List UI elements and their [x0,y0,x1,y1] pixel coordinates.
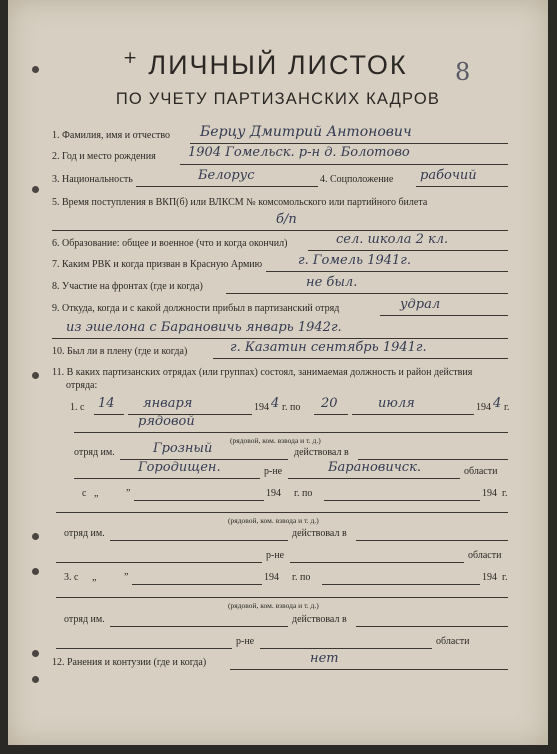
e3-region-line [260,648,432,649]
e2-to-line [324,500,480,501]
e1-position-hint: (рядовой, ком. взвода и т. д.) [230,436,321,445]
q9-line-2 [52,338,508,339]
e3-num: 3. с [64,572,79,583]
q9-line-1 [380,315,508,316]
binder-hole [32,676,39,683]
e1-to-day-line [314,414,348,415]
q7-label: 7. Каким РВК и когда призван в Красную Армию [52,259,263,270]
q4-line [416,186,508,187]
e2-position-line [56,512,508,513]
q6-label: 6. Образование: общее и военное (что и когда окончил) [52,238,288,249]
document-subtitle: ПО УЧЕТУ ПАРТИЗАНСКИХ КАДРОВ [115,90,441,108]
e1-po-label: г. по [282,402,301,413]
e1-region-line [288,478,460,479]
e2-region-line [290,562,464,563]
e1-region: Барановичск. [328,460,421,475]
plus-mark: + [123,48,138,68]
e3-g-label: г. [502,572,508,583]
e3-quote-close: ” [124,572,129,583]
e1-to-year-hw: 4 [493,396,502,411]
e2-year-label: 194 [266,488,281,499]
e3-to-year-label: 194 [482,572,497,583]
q10-label: 10. Был ли в плену (где и когда) [52,346,188,357]
q12-label: 12. Ранения и контузии (где и когда) [52,657,207,668]
e3-detachment-label: отряд им. [64,614,105,625]
e1-to-year-label: 194 [476,402,491,413]
e3-district-line [56,648,232,649]
e2-acted-in-label: действовал в [292,528,347,539]
q8-line [226,293,508,294]
e1-detachment-label: отряд им. [74,447,115,458]
binder-hole [32,568,39,575]
binder-hole [32,533,39,540]
q3-value: Белорус [198,168,255,183]
e2-detachment-line [110,540,288,541]
e3-region-label: области [436,636,470,647]
q5-line [52,230,508,231]
document-title: ЛИЧНЫЙ ЛИСТОК [148,50,408,80]
e2-num: с [82,488,87,499]
e1-from-day-line [94,414,124,415]
sheet-number: 8 [455,58,471,86]
e2-region-label: области [468,550,502,561]
e2-quote-open: „ [94,488,99,499]
e3-district-label: р-не [236,636,255,647]
q9-label: 9. Откуда, когда и с какой должности прибыл в партизанский отряд [52,303,340,314]
e3-to-line [322,584,480,585]
e2-to-year-label: 194 [482,488,497,499]
e1-from-day: 14 [98,396,115,411]
e2-from-line [134,500,264,501]
e3-year-label: 194 [264,572,279,583]
q12-value: нет [310,651,339,666]
e1-district-label: р-не [264,466,283,477]
e1-from-month: января [143,396,193,411]
e2-acted-in-line [356,540,508,541]
q10-value: г. Казатин сентябрь 1941г. [230,340,427,355]
q1-line [190,143,508,144]
q5-label: 5. Время поступления в ВКП(б) или ВЛКСМ № комсомольского или партийного билета [52,197,428,208]
e3-from-line [132,584,262,585]
e3-po-label: г. по [292,572,311,583]
e3-acted-in-label: действовал в [292,614,347,625]
q2-label: 2. Год и место рождения [52,151,156,162]
q2-value: 1904 Гомельск. р-н д. Болотово [188,145,410,160]
e2-g-label: г. [502,488,508,499]
e2-district-line [56,562,262,563]
q4-value: рабочий [420,168,477,183]
personal-sheet-document [8,0,548,745]
e1-to-month-line [352,414,474,415]
q12-line [230,669,508,670]
q5-value: б/п [276,212,297,227]
q11-label-line2: отряда: [66,380,98,391]
e1-detachment: Грозный [153,441,213,456]
q2-line [180,164,508,165]
q4-label: 4. Соцположение [320,174,394,185]
q3-label: 3. Национальность [52,174,133,185]
e1-district-line [74,478,260,479]
q1-label: 1. Фамилия, имя и отчество [52,130,171,141]
e2-quote-close: ” [126,488,131,499]
e3-quote-open: „ [92,572,97,583]
e2-detachment-label: отряд им. [64,528,105,539]
binder-hole [32,186,39,193]
e1-position: рядовой [138,414,195,429]
q10-line [213,358,508,359]
e1-region-label: области [464,466,498,477]
q6-value: сел. школа 2 кл. [336,232,449,247]
e1-position-line [74,432,508,433]
q9-value-line1: удрал [400,297,441,312]
q8-label: 8. Участие на фронтах (где и когда) [52,281,203,292]
q7-line [266,271,508,272]
e3-detachment-line [110,626,288,627]
q9-value-line2: из эшелона с Барановичь январь 1942г. [66,320,342,335]
e3-position-line [56,597,508,598]
e3-position-hint: (рядовой, ком. взвода и т. д.) [228,601,319,610]
e1-to-month: июля [378,396,415,411]
e1-from-year-hw: 4 [271,396,280,411]
e1-g-label: г. [504,402,510,413]
q11-label-line1: 11. В каких партизанских отрядах (или группах) состоял, занимаемая должность и район действия [52,367,473,378]
e1-to-day: 20 [321,396,338,411]
binder-hole [32,372,39,379]
e2-district-label: р-не [266,550,285,561]
e1-acted-in-label: действовал в [294,447,349,458]
e3-acted-in-line [356,626,508,627]
q6-line [308,250,508,251]
binder-hole [32,650,39,657]
e1-num: 1. с [70,402,85,413]
e1-district: Городищен. [138,460,221,475]
e1-from-year-label: 194 [254,402,269,413]
q7-value: г. Гомель 1941г. [298,253,412,268]
e2-po-label: г. по [294,488,313,499]
q8-value: не был. [306,275,358,290]
e2-position-hint: (рядовой, ком. взвода и т. д.) [228,516,319,525]
q3-line [136,186,318,187]
q1-value: Берцу Дмитрий Антонович [200,124,412,140]
